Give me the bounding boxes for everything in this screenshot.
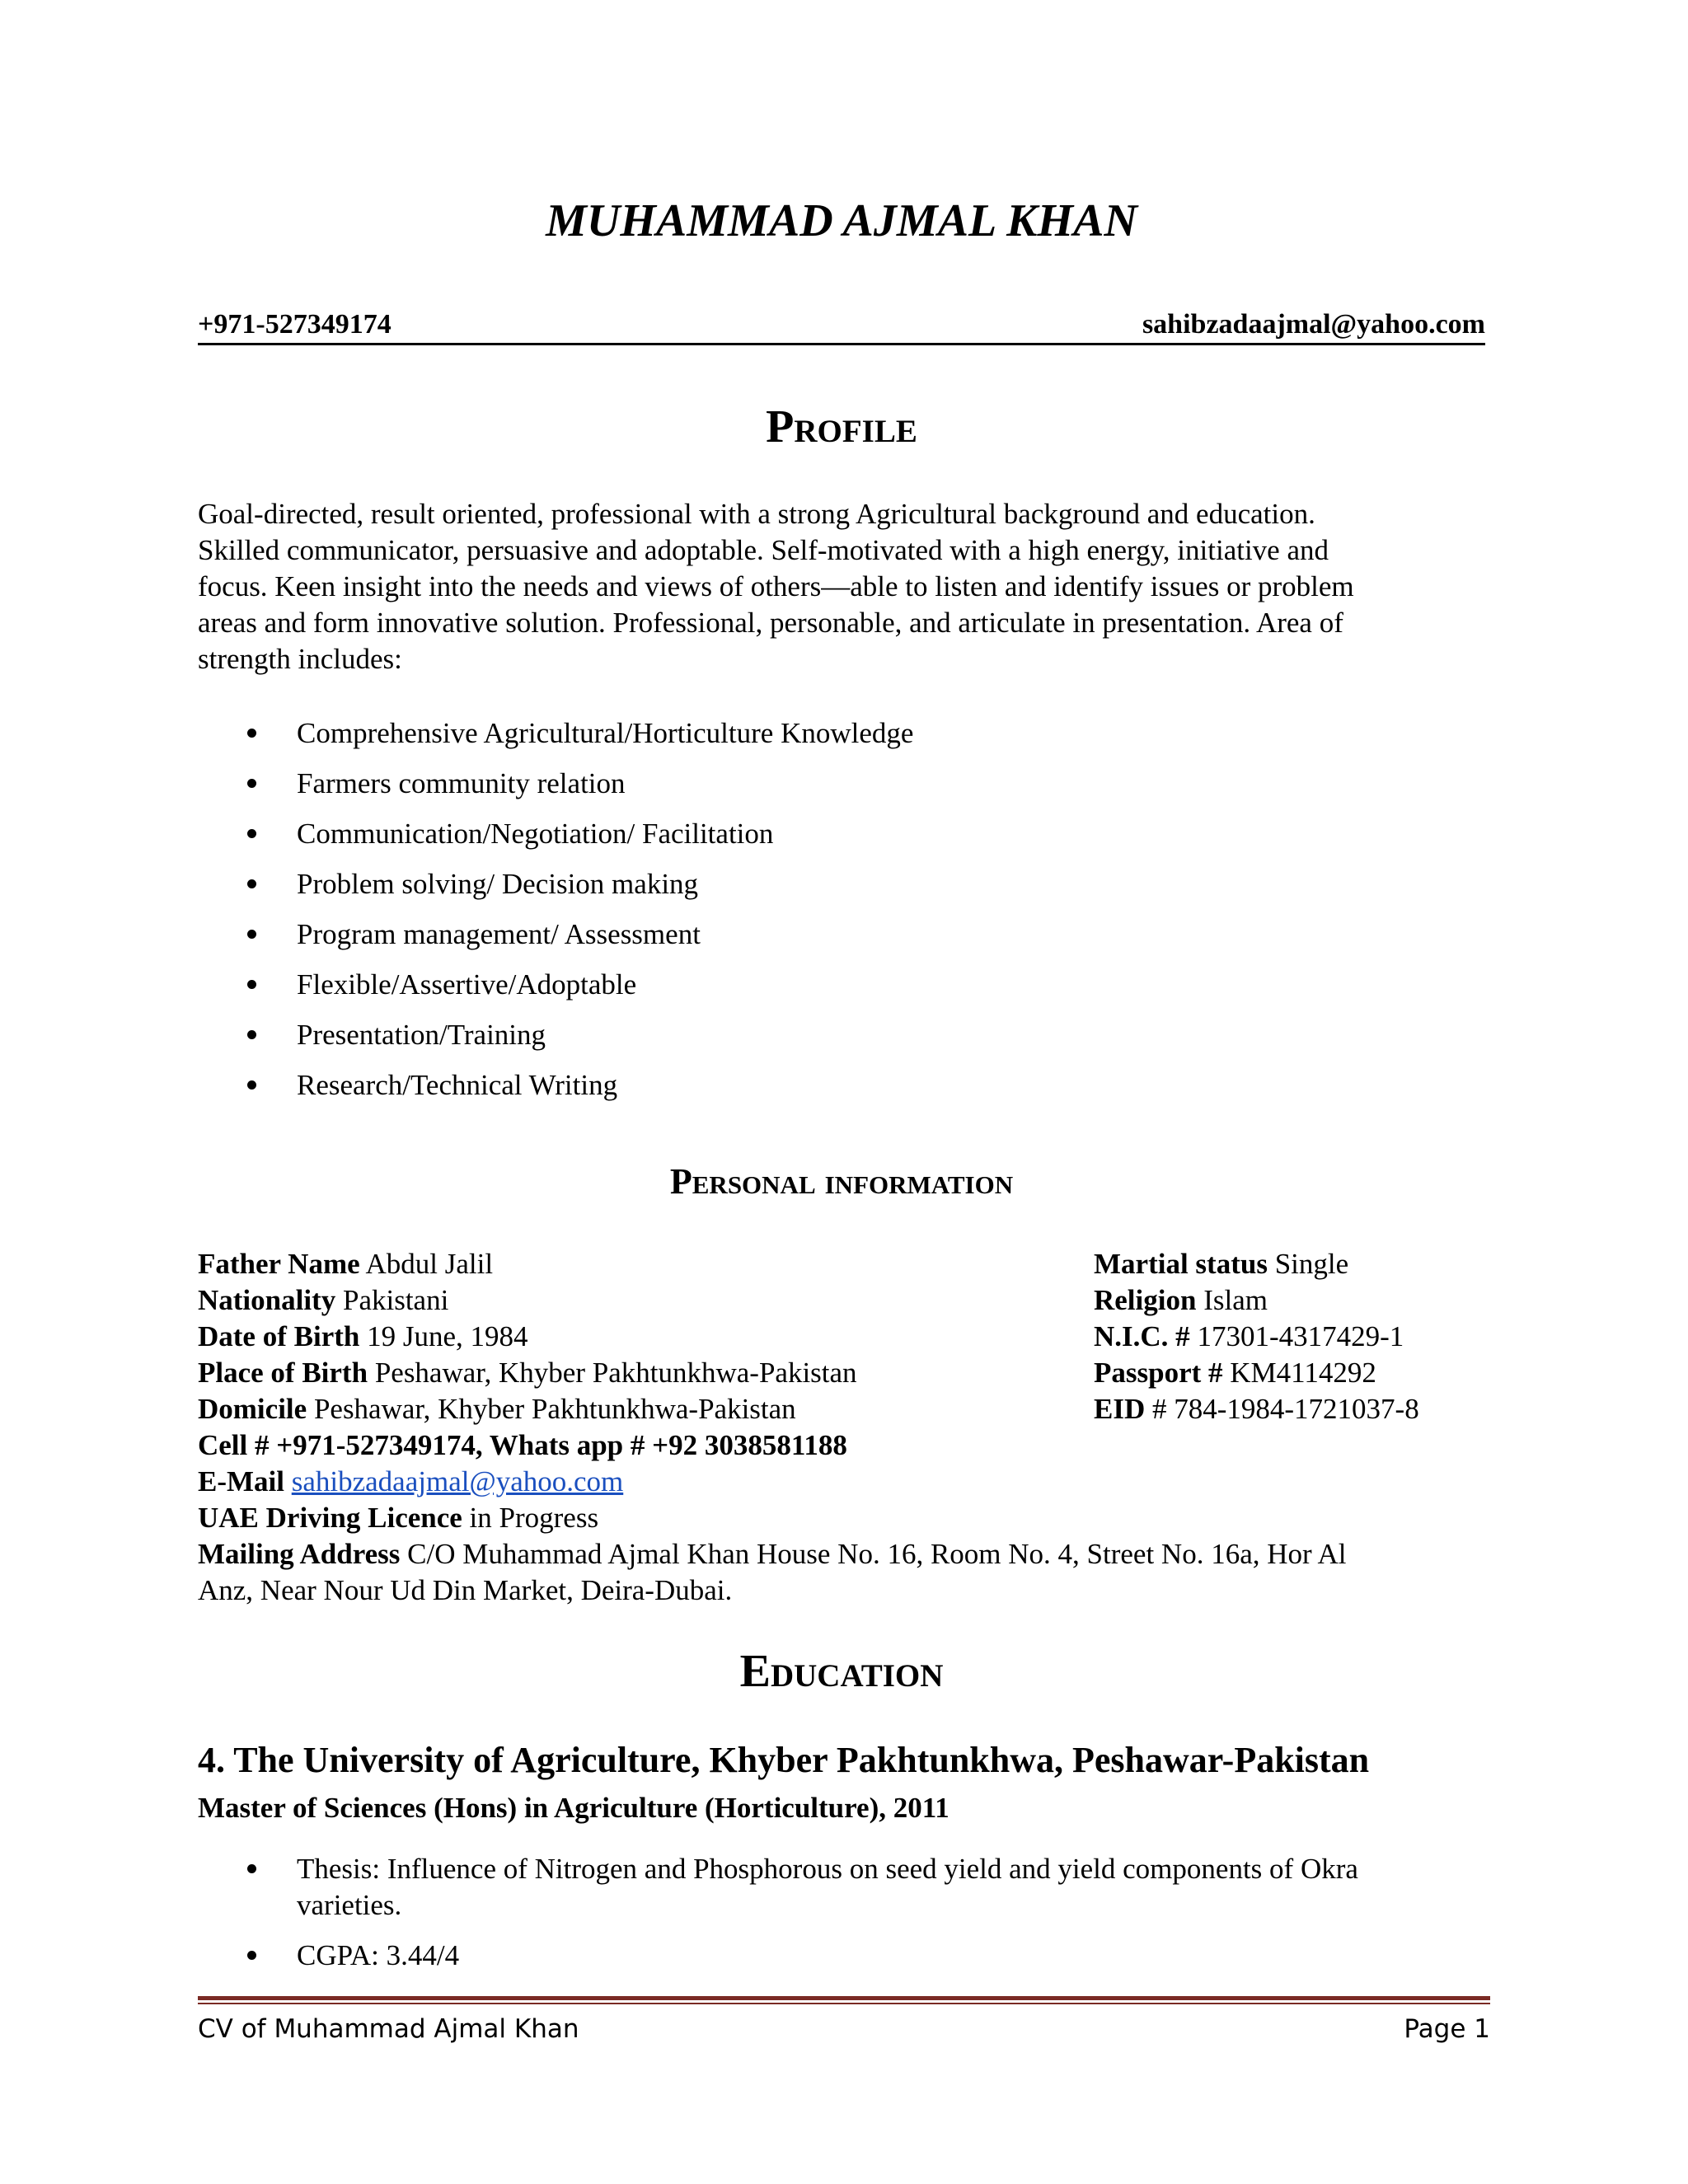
profile-line: Goal-directed, result oriented, professional with a strong Agricultural background and education. (198, 498, 1315, 530)
education-entry-title: 4. The University of Agriculture, Khyber Pakhtunkhwa, Peshawar-Pakistan (198, 1740, 1370, 1780)
list-item (198, 1938, 1485, 1988)
thesis-text-cont: varieties. (297, 1889, 402, 1921)
bullet-icon (247, 829, 256, 838)
list-item (198, 1017, 1485, 1067)
domicile-value: Peshawar, Khyber Pakhtunkhwa-Pakistan (313, 1393, 796, 1425)
marital-status-value: Single (1274, 1248, 1349, 1280)
bullet-icon (247, 1080, 256, 1090)
bullet-icon (247, 1951, 256, 1960)
profile-line: strength includes: (198, 643, 402, 675)
strength-text: Presentation/Training (297, 1019, 546, 1051)
cell-line (198, 1427, 1485, 1464)
footer-title: CV of Muhammad Ajmal Khan (198, 2014, 579, 2044)
profile-line: Skilled communicator, persuasive and adoptable. Self-motivated with a high energy, initiative and (198, 534, 1329, 566)
contact-phone: +971-527349174 (198, 309, 392, 340)
marital-status-label: Martial status (1094, 1248, 1268, 1280)
bullet-icon (247, 1864, 256, 1873)
nationality-value: Pakistani (342, 1284, 449, 1316)
bullet-icon (247, 729, 256, 738)
list-item (198, 967, 1485, 1017)
list-item (198, 715, 1485, 766)
profile-paragraph (198, 496, 1485, 677)
father-name-label: Father Name (198, 1248, 360, 1280)
nic-label: N.I.C. # (1094, 1320, 1190, 1352)
thesis-text: Thesis: Influence of Nitrogen and Phosphorous on seed yield and yield components of Okra (297, 1853, 1358, 1885)
education-heading: Education (739, 1646, 944, 1697)
licence-value: in Progress (469, 1502, 599, 1534)
email-line (198, 1464, 1485, 1500)
licence-line (198, 1500, 1485, 1536)
pob-label: Place of Birth (198, 1357, 368, 1389)
strength-text: Flexible/Assertive/Adoptable (297, 968, 637, 1001)
list-item (198, 1067, 1485, 1118)
address-label: Mailing Address (198, 1538, 401, 1570)
strength-text: Comprehensive Agricultural/Horticulture Knowledge (297, 717, 914, 749)
info-row (198, 1391, 1485, 1427)
page-number: Page 1 (1404, 2014, 1490, 2044)
footer-divider-thin (198, 2003, 1490, 2004)
dob-value: 19 June, 1984 (367, 1320, 528, 1352)
religion-value: Islam (1203, 1284, 1268, 1316)
candidate-name: MUHAMMAD AJMAL KHAN (546, 195, 1137, 246)
bullet-icon (247, 879, 256, 888)
address-line (198, 1536, 1485, 1572)
info-row (198, 1319, 1485, 1355)
info-row (198, 1355, 1485, 1391)
pob-value: Peshawar, Khyber Pakhtunkhwa-Pakistan (374, 1357, 857, 1389)
list-item (198, 916, 1485, 967)
address-line-2: Anz, Near Nour Ud Din Market, Deira-Dubai. (198, 1574, 733, 1606)
list-item (198, 1851, 1485, 1938)
father-name-value: Abdul Jalil (365, 1248, 494, 1280)
profile-line: areas and form innovative solution. Professional, personable, and articulate in presentation. Area of (198, 607, 1343, 639)
passport-value: KM4114292 (1230, 1357, 1376, 1389)
eid-value: # 784-1984-1721037-8 (1152, 1393, 1419, 1425)
address-value-line1: C/O Muhammad Ajmal Khan House No. 16, Room No. 4, Street No. 16a, Hor Al (407, 1538, 1347, 1570)
dob-label: Date of Birth (198, 1320, 360, 1352)
list-item (198, 816, 1485, 866)
passport-label: Passport # (1094, 1357, 1223, 1389)
email-label: E-Mail (198, 1465, 284, 1497)
contact-email[interactable]: sahibzadaajmal@yahoo.com (1142, 309, 1485, 340)
personal-info-block (198, 1246, 1485, 1609)
education-details-list (198, 1851, 1485, 1988)
bullet-icon (247, 930, 256, 939)
email-link[interactable]: sahibzadaajmal@yahoo.com (291, 1465, 624, 1497)
profile-line: focus. Keen insight into the needs and views of others—able to listen and identify issues or problem (198, 570, 1354, 602)
strengths-list (198, 715, 1485, 1118)
strength-text: Research/Technical Writing (297, 1069, 618, 1101)
profile-heading: Profile (766, 401, 917, 452)
religion-label: Religion (1094, 1284, 1197, 1316)
info-row (198, 1246, 1485, 1282)
footer-divider (198, 1996, 1490, 2000)
list-item (198, 766, 1485, 816)
licence-label: UAE Driving Licence (198, 1502, 462, 1534)
bullet-icon (247, 779, 256, 788)
page-footer (198, 2011, 1490, 2047)
strength-text: Communication/Negotiation/ Facilitation (297, 818, 774, 850)
nic-value: 17301-4317429-1 (1197, 1320, 1404, 1352)
contact-line (198, 305, 1485, 345)
info-row (198, 1282, 1485, 1319)
personal-info-heading: Personal information (669, 1161, 1014, 1202)
bullet-icon (247, 1030, 256, 1039)
cell-text: Cell # +971-527349174, Whats app # +92 3038581188 (198, 1429, 847, 1461)
nationality-label: Nationality (198, 1284, 336, 1316)
education-degree: Master of Sciences (Hons) in Agriculture (Horticulture), 2011 (198, 1792, 950, 1824)
bullet-icon (247, 980, 256, 989)
cgpa-text: CGPA: 3.44/4 (297, 1939, 460, 1971)
strength-text: Program management/ Assessment (297, 918, 701, 950)
eid-label: EID (1094, 1393, 1146, 1425)
strength-text: Problem solving/ Decision making (297, 868, 699, 900)
list-item (198, 866, 1485, 916)
domicile-label: Domicile (198, 1393, 307, 1425)
strength-text: Farmers community relation (297, 767, 626, 799)
